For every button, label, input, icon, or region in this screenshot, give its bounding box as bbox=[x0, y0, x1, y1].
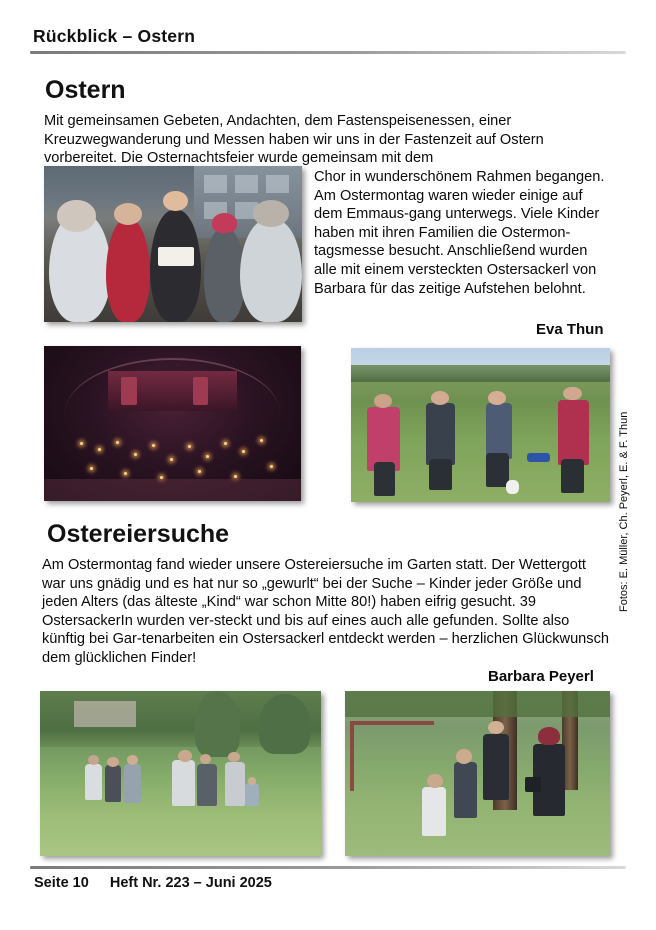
article-title-ostern: Ostern bbox=[45, 76, 126, 104]
page-footer bbox=[30, 866, 626, 894]
article-title-ostereiersuche: Ostereiersuche bbox=[47, 520, 230, 548]
page-header bbox=[30, 26, 626, 54]
article-ostern-signature: Eva Thun bbox=[536, 321, 604, 338]
footer-issue: Heft Nr. 223 – Juni 2025 bbox=[109, 875, 272, 891]
footer-content bbox=[34, 875, 272, 891]
page-header-title: Rückblick – Ostern bbox=[33, 26, 196, 46]
photo-garden-egg-hunt bbox=[40, 691, 321, 856]
article-ostereiersuche-paragraph: Am Ostermontag fand wieder unsere Ostereiersuche im Garten statt. Der Wettergott war uns gnädig und es hat nur so „gewurlt“ bei der Suche – Kinder jeder Größe und jeden Alters (das älteste „Kind“ war schon Mitte 80!) haben eifrig gesucht. 39 OstersackerIn wurden ver-steckt und bis auf eines auch alle gefunden. Sollte also künftig bei Gar-tenarbeiten ein Ostersackerl entdeckt werden – herzlichen Glückwunsch dem glücklichen Finder! bbox=[42, 557, 610, 666]
article-ostereiersuche-signature: Barbara Peyerl bbox=[488, 668, 594, 685]
footer-divider bbox=[30, 866, 626, 869]
header-divider bbox=[30, 51, 626, 54]
article-ostern-paragraph-top: Mit gemeinsamen Gebeten, Andachten, dem Fastenspeisenessen, einer Kreuzwegwanderung und Messen haben wir uns in der Fastenzeit auf Ostern vorbereitet. Die Osternachtsfeier wurde gemeinsam mit dem bbox=[44, 113, 544, 167]
photo-emmausgang-meadow bbox=[351, 348, 610, 502]
footer-page-number: Seite 10 bbox=[34, 875, 89, 891]
photo-credit: Fotos: E. Müller, Ch. Peyerl, E. & F. Thun bbox=[618, 411, 630, 612]
photo-children-at-tree bbox=[345, 691, 610, 856]
photo-easter-vigil-group bbox=[44, 166, 302, 322]
photo-church-interior-candles bbox=[44, 346, 301, 501]
article-ostern-paragraph-side: Chor in wunderschönem Rahmen begangen. Am Ostermontag waren wieder einige auf dem Emmaus-gang unterwegs. Viele Kinder haben mit ihren Familien die Ostermon-tagsmesse besucht. Anschließend wurden alle mit einem versteckten Ostersackerl von Barbara für das zeitige Aufstehen belohnt. bbox=[314, 169, 605, 297]
